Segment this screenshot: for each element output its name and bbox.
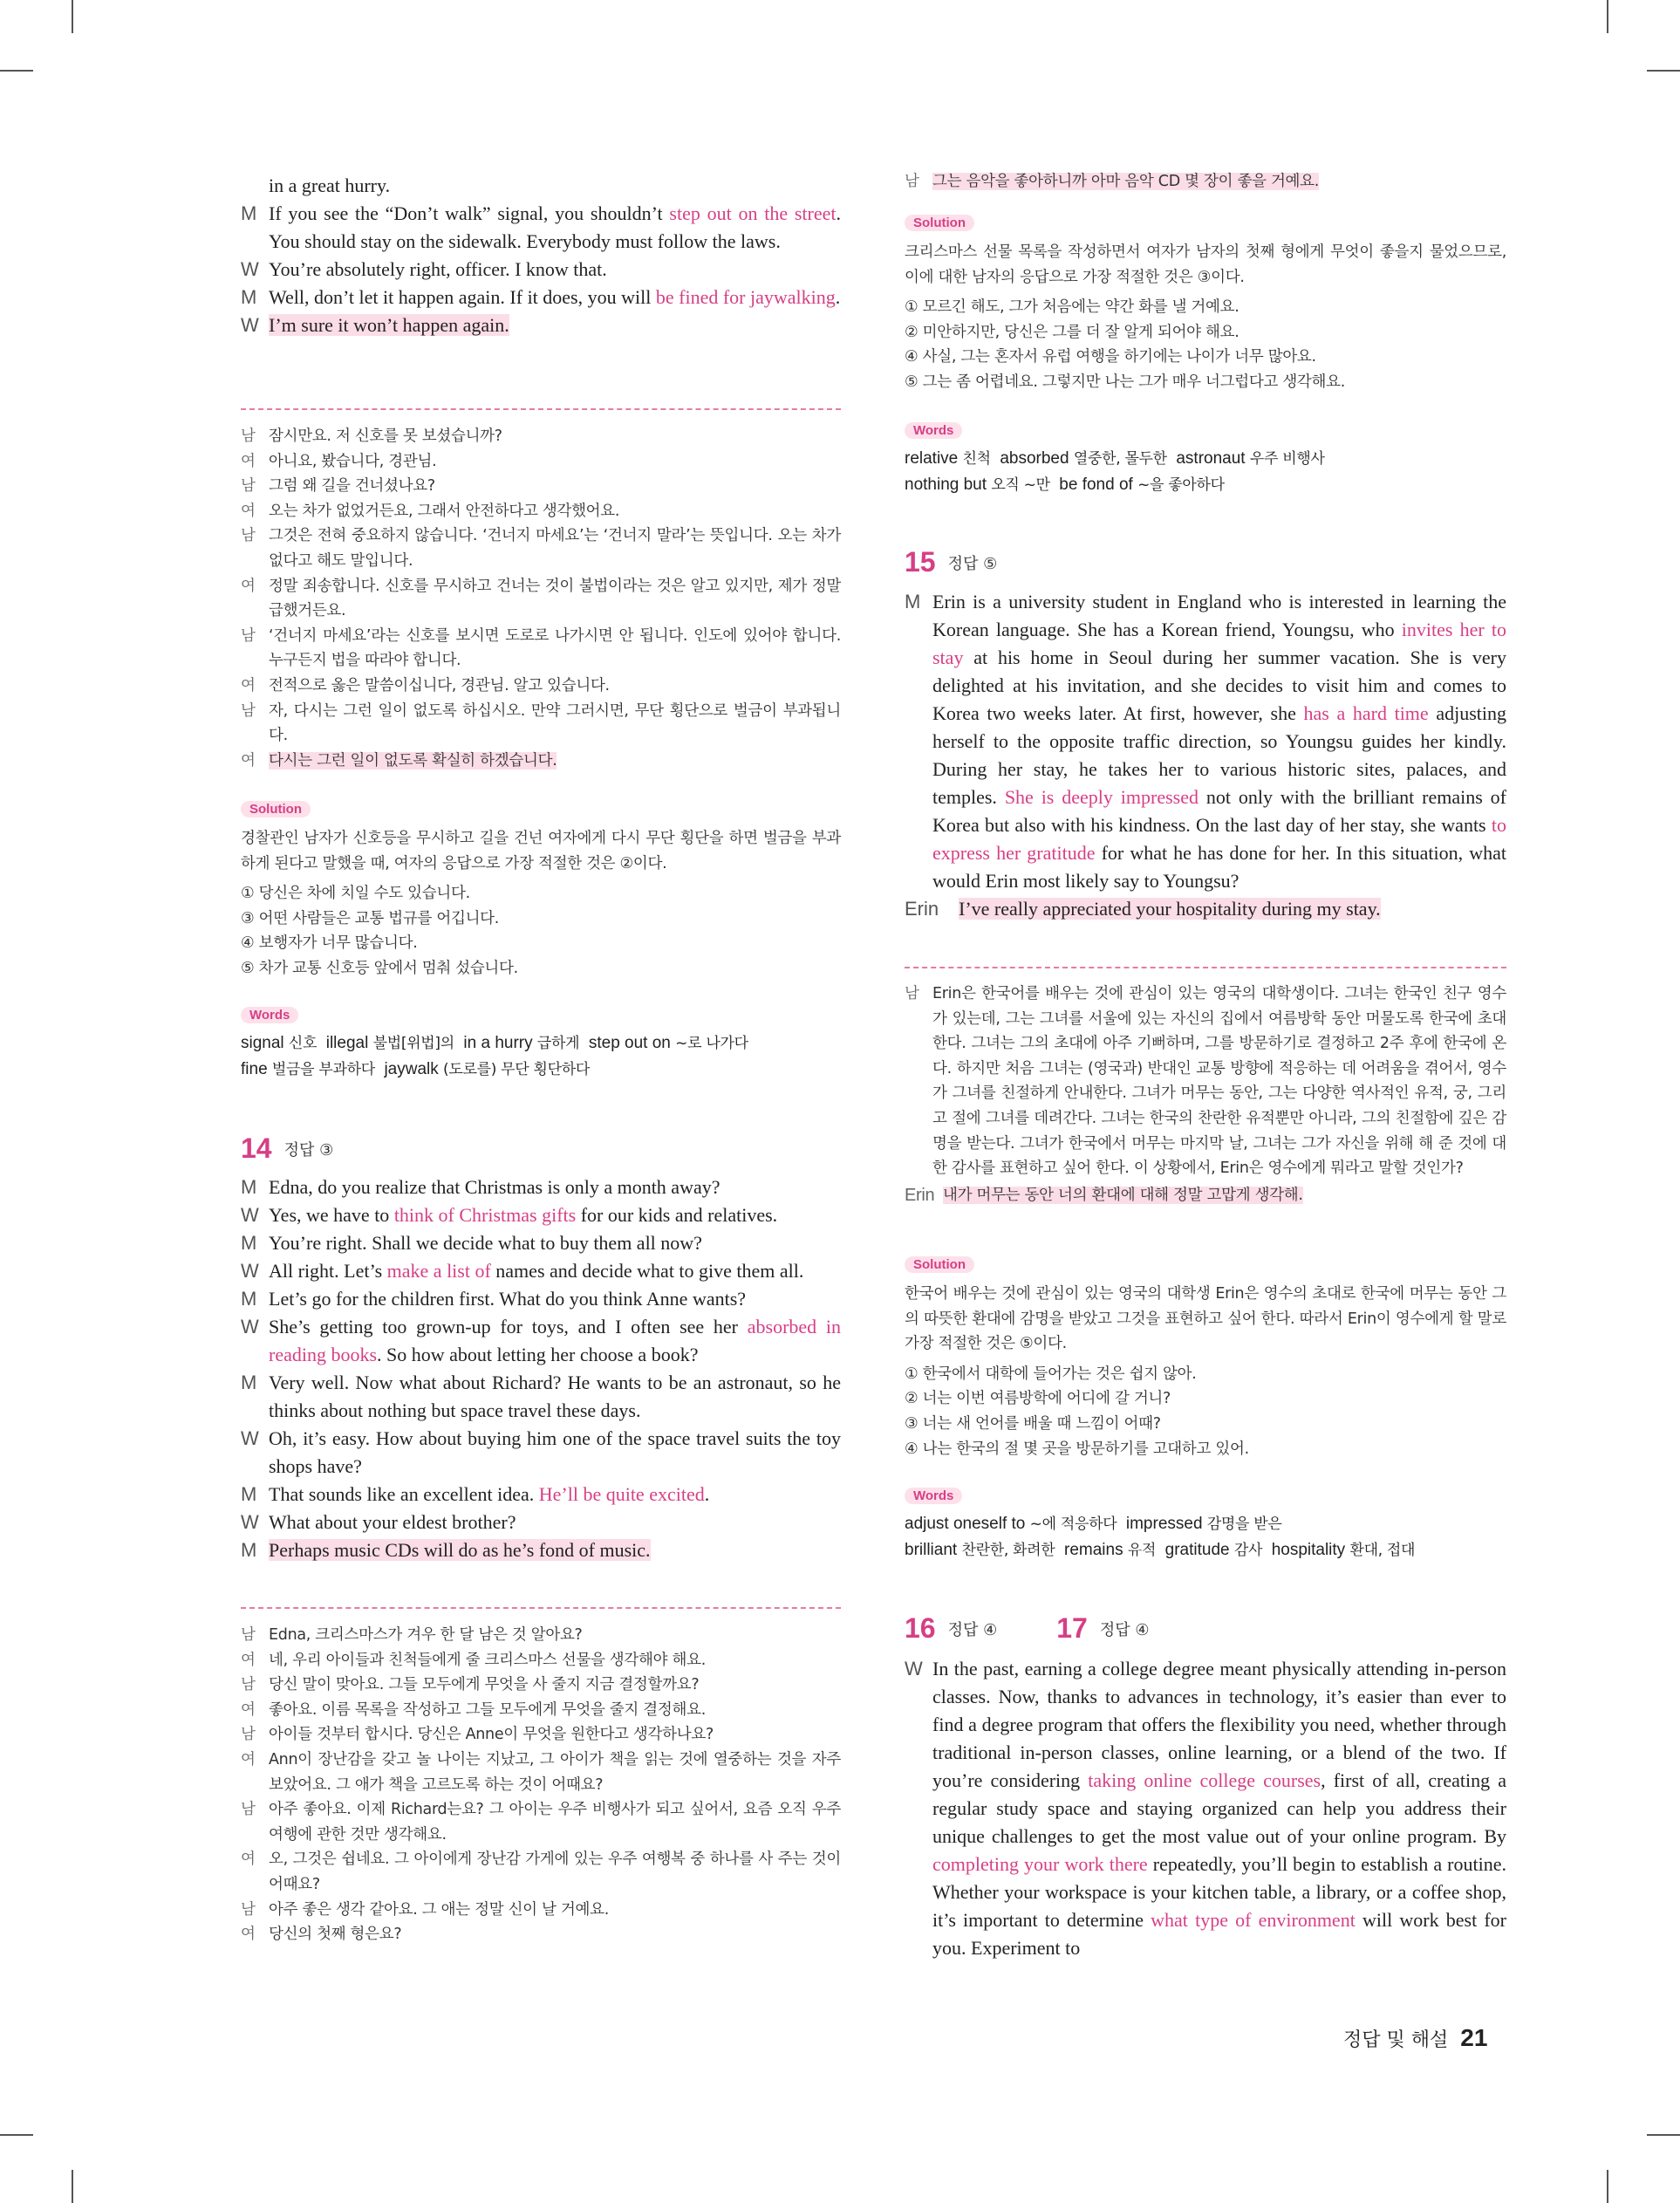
solution-option: ④ 사실, 그는 혼자서 유럽 여행을 하기에는 나이가 너무 많아요.	[905, 348, 1316, 366]
text-segment: 좋아요. 이름 목록을 작성하고 그들 모두에게 무엇을 줄지 결정해요.	[269, 1700, 706, 1719]
key-phrase: has a hard time	[1303, 702, 1429, 724]
crop-mark	[1647, 2134, 1680, 2136]
speaker-label: 여	[241, 1651, 256, 1669]
word-term: signal	[241, 1034, 289, 1052]
translation-line	[241, 449, 841, 475]
speaker-label: 남	[241, 1900, 256, 1919]
question-14-header	[241, 1132, 333, 1165]
word-term: relative	[905, 449, 963, 468]
text-segment: 아주 좋은 생각 같아요. 그 애는 정말 신이 날 거예요.	[269, 1900, 609, 1919]
dialogue-line	[241, 1369, 841, 1425]
words-list	[905, 446, 1506, 498]
page-number: 21	[1460, 2024, 1488, 2051]
word-meaning: 유적	[1127, 1542, 1157, 1559]
dialogue-q14	[241, 1173, 841, 1564]
text-segment: 네, 우리 아이들과 친척들에게 줄 크리스마스 선물을 생각해야 해요.	[269, 1651, 706, 1669]
highlighted-answer: Perhaps music CDs will do as he’s fond of music.	[269, 1539, 651, 1561]
solution-option: ② 너는 이번 여름방학에 어디에 갈 거니?	[905, 1390, 1171, 1408]
word-meaning: 감사	[1233, 1542, 1263, 1559]
text-segment: You’re absolutely right, officer. I know that.	[269, 258, 607, 280]
speaker-label: M	[241, 1483, 257, 1505]
speaker-label: W	[905, 1658, 923, 1680]
dialogue-line	[241, 1229, 841, 1257]
translation-line	[241, 1623, 841, 1648]
word-term: brilliant	[905, 1541, 962, 1559]
words-line	[905, 1511, 1506, 1537]
text-segment: 전적으로 옳은 말씀이십니다, 경관님. 알고 있습니다.	[269, 676, 610, 694]
text-segment: for what he has done for her. In this situation, what would Erin most likely say to Youngsu?	[932, 842, 1506, 892]
dialogue-line	[241, 172, 841, 200]
solution-option: ⑤ 차가 교통 신호등 앞에서 멈춰 섰습니다.	[241, 959, 518, 977]
text-segment: Edna, do you realize that Christmas is only a month away?	[269, 1176, 720, 1198]
text-segment: .	[704, 1483, 710, 1505]
speaker-label: M	[241, 1539, 257, 1561]
text-segment: What about your eldest brother?	[269, 1511, 516, 1533]
crop-mark	[72, 0, 73, 33]
solution-text: 크리스마스 선물 목록을 작성하면서 여자가 남자의 첫째 형에게 무엇이 좋을지 물었으므로, 이에 대한 남자의 응답으로 가장 적절한 것은 ③이다.	[905, 243, 1506, 286]
text-segment: , first of all, creating a regular study space and staying organized can help you address their unique challenges to get the most value out of your online program. By	[932, 1769, 1506, 1847]
dialogue-line	[241, 1536, 841, 1564]
speaker-label: W	[241, 258, 259, 280]
speaker-label: W	[241, 1511, 259, 1533]
crop-mark	[1607, 2170, 1608, 2203]
solution-badge: Solution	[905, 215, 974, 231]
word-meaning: (도로를) 무단 횡단하다	[443, 1061, 591, 1078]
word-meaning: 급하게	[536, 1035, 580, 1052]
speaker-label: 여	[241, 577, 256, 595]
words-badge: Words	[905, 422, 962, 439]
highlighted-answer: 다시는 그런 일이 없도록 확실히 하겠습니다.	[269, 751, 557, 770]
solution-option: ④ 보행자가 너무 많습니다.	[241, 934, 418, 953]
speaker-label: 남	[905, 985, 919, 1002]
dialogue-q13-end	[241, 172, 841, 339]
solution-option: ⑤ 그는 좀 어렵네요. 그렇지만 나는 그가 매우 너그럽다고 생각해요.	[905, 373, 1346, 391]
speaker-label: W	[241, 1316, 259, 1338]
text-segment: . So how about letting her choose a book?	[377, 1344, 699, 1365]
word-meaning: ~로 나가다	[675, 1035, 748, 1052]
text-segment: names and decide what to give them all.	[490, 1260, 804, 1282]
word-meaning: ~에 적응하다	[1029, 1515, 1117, 1533]
translation-line	[241, 624, 841, 674]
answer-line: I’ve really appreciated your hospitality during my stay.	[959, 898, 1381, 920]
word-term: jaywalk	[374, 1060, 444, 1078]
text-segment: 아주 좋아요. 이제 Richard는요? 그 아이는 우주 비행사가 되고 싶어서, 요즘 오직 우주 여행에 관한 것만 생각해요.	[269, 1801, 841, 1844]
speaker-label: 남	[241, 626, 256, 645]
text-segment: 잠시만요. 저 신호를 못 보셨습니까?	[269, 428, 502, 445]
answer-label: 정답 ③	[283, 1140, 334, 1160]
monologue-text	[932, 1658, 1506, 1959]
text-segment: Edna, 크리스마스가 겨우 한 달 남은 것 알아요?	[269, 1626, 583, 1644]
question-number: 17	[1056, 1612, 1088, 1644]
crop-mark	[1647, 70, 1680, 72]
text-segment: 그럼 왜 길을 건너셨나요?	[269, 477, 435, 496]
word-meaning: 친척	[962, 450, 991, 468]
translation-line	[241, 574, 841, 624]
crop-mark	[1607, 0, 1608, 33]
text-segment: Let’s go for the children first. What do you think Anne wants?	[269, 1288, 747, 1310]
speaker-label: 여	[241, 751, 256, 770]
solution-option: ③ 어떤 사람들은 교통 법규를 어깁니다.	[241, 909, 500, 927]
translation-line	[241, 1847, 841, 1897]
text-segment: adjusting herself to the opposite traffic direction, so Youngsu guides her kindly. During her stay, he takes her to various historic sites, palaces, and temples.	[932, 702, 1506, 808]
text-segment: repeatedly, you’ll begin to establish a routine. Whether your workspace is your kitchen table, a library, or a coffee shop, it’s important to determine	[932, 1853, 1506, 1931]
word-term: gratitude	[1156, 1541, 1234, 1559]
dialogue-line	[241, 1201, 841, 1229]
speaker-label: W	[241, 1427, 259, 1449]
translation-line	[241, 1673, 841, 1698]
speaker-label: W	[241, 1204, 259, 1226]
word-term: illegal	[317, 1034, 373, 1052]
translation-line	[241, 1797, 841, 1847]
solution-options	[905, 295, 1506, 394]
key-phrase: think of Christmas gifts	[393, 1204, 577, 1226]
solution-q13	[241, 801, 841, 982]
text-segment: 당신 말이 맞아요. 그들 모두에게 무엇을 사 줄지 지금 결정할까요?	[269, 1676, 700, 1694]
speaker-label: Erin	[905, 898, 939, 920]
monologue-q16	[905, 1655, 1506, 1962]
solution-option: ① 한국에서 대학에 들어가는 것은 쉽지 않아.	[905, 1365, 1197, 1383]
translation-answer: 내가 머무는 동안 너의 환대에 대해 정말 고맙게 생각해.	[943, 1186, 1303, 1204]
word-meaning: 불법[위법]의	[372, 1035, 454, 1052]
translation-line	[905, 169, 1506, 195]
dialogue-line	[241, 1173, 841, 1201]
speaker-label: M	[241, 202, 257, 224]
text-segment: .	[835, 286, 841, 308]
word-meaning: 환대, 접대	[1349, 1542, 1416, 1559]
word-term: adjust oneself to	[905, 1515, 1030, 1533]
translation-q13	[241, 424, 841, 773]
text-segment: will work best for you. Experiment to	[932, 1909, 1506, 1959]
speaker-label: 남	[241, 428, 256, 445]
key-phrase: taking online college courses	[1088, 1769, 1321, 1791]
key-phrase: to express her gratitude	[932, 814, 1506, 864]
speaker-label: M	[241, 1372, 257, 1393]
text-segment: In the past, earning a college degree meant physically attending in-person classes. Now, thanks to advances in technology, it’s easier than ever to find a degree program that offers the flexibility you need, whether through traditional in-person classes, online learning, or a blend of the two. If you’re considering	[932, 1658, 1506, 1791]
word-term: nothing but	[905, 475, 992, 494]
question-15-header	[905, 546, 997, 578]
words-q13	[241, 1007, 841, 1083]
words-badge: Words	[241, 1007, 298, 1023]
translation-line	[241, 1922, 841, 1947]
translation-line	[241, 674, 841, 699]
words-line	[241, 1030, 841, 1057]
key-phrase: make a list of	[386, 1260, 491, 1282]
word-meaning: 벌금을 부과하다	[271, 1061, 375, 1078]
crop-mark	[0, 2134, 33, 2136]
question-16-17-header	[905, 1612, 1149, 1645]
solution-text: 한국어 배우는 것에 관심이 있는 영국의 대학생 Erin은 영수의 초대로 한국에 머무는 동안 그의 따뜻한 환대에 감명을 받았고 그것을 표현하고 싶어 한다. 따라서 Erin이 영수에게 할 말로 가장 적절한 것은 ⑤이다.	[905, 1285, 1506, 1353]
answer-label: 정답 ④	[947, 1620, 998, 1639]
speaker-label: 남	[905, 173, 919, 190]
speaker-label: 여	[241, 452, 256, 470]
translation-line	[241, 474, 841, 499]
text-segment: Yes, we have to	[269, 1204, 394, 1226]
text-segment: at his home in Seoul during her summer vacation. She is very delighted at his invitation, and she decides to visit him and comes to Korea two weeks later. At first, however, she	[932, 647, 1506, 724]
speaker-label: Erin	[905, 1185, 935, 1205]
speaker-label: 여	[241, 1700, 256, 1719]
key-phrase: He’ll be quite excited	[538, 1483, 705, 1505]
speaker-label: 남	[241, 1676, 256, 1694]
solution-text: 경찰관인 남자가 신호등을 무시하고 길을 건넌 여자에게 다시 무단 횡단을 하면 벌금을 부과하게 된다고 말했을 때, 여자의 응답으로 가장 적절한 것은 ②이다.	[241, 830, 841, 872]
dialogue-line	[241, 1313, 841, 1369]
speaker-label: 남	[241, 701, 256, 720]
answer-label: 정답 ⑤	[947, 554, 998, 573]
word-term: step out on	[579, 1034, 676, 1052]
translation-line	[241, 1898, 841, 1923]
words-q14	[905, 422, 1506, 498]
text-segment: ‘건너지 마세요’라는 신호를 보시면 도로로 나가시면 안 됩니다. 인도에 있어야 합니다. 누구든지 법을 따라야 합니다.	[269, 626, 841, 670]
speaker-label: 남	[241, 527, 256, 545]
divider	[905, 967, 1506, 968]
speaker-label: 여	[241, 676, 256, 694]
words-line	[905, 1537, 1506, 1563]
speaker-label: 남	[241, 1726, 256, 1744]
text-segment: That sounds like an excellent idea.	[269, 1483, 539, 1505]
solution-options	[241, 881, 841, 981]
dialogue-line	[241, 1285, 841, 1313]
dialogue-line	[241, 1509, 841, 1536]
word-meaning: 열중한, 몰두한	[1073, 450, 1167, 468]
word-meaning: 신호	[288, 1035, 318, 1052]
text-segment: She’s getting too grown-up for toys, and I often see her	[269, 1316, 748, 1338]
speaker-label: 남	[241, 1801, 256, 1819]
solution-option: ① 모르긴 해도, 그가 처음에는 약간 화를 낼 거예요.	[905, 298, 1240, 317]
text-segment: not only with the brilliant remains of Korea but also with his kindness. On the last day of her stay, she wants	[932, 786, 1506, 836]
footer-title: 정답 및 해설	[1343, 2029, 1449, 2051]
solution-q15	[905, 1256, 1506, 1461]
word-meaning: 찬란한, 화려한	[961, 1542, 1055, 1559]
speaker-label: W	[241, 314, 259, 336]
speaker-label: M	[241, 1176, 257, 1198]
speaker-label: 남	[241, 477, 256, 496]
word-meaning: ~을 좋아하다	[1137, 476, 1225, 494]
translation-line	[241, 1698, 841, 1723]
speaker-label: W	[241, 1260, 259, 1282]
question-number: 15	[905, 546, 936, 578]
key-phrase: step out on the street	[669, 202, 837, 224]
translation-line	[241, 699, 841, 749]
solution-q14	[905, 215, 1506, 395]
dialogue-line	[241, 311, 841, 339]
solution-badge: Solution	[905, 1256, 974, 1273]
dialogue-line	[241, 1257, 841, 1285]
text-segment: 자, 다시는 그런 일이 없도록 하십시오. 만약 그러시면, 무단 횡단으로 벌금이 부과됩니다.	[269, 701, 841, 745]
translation-line	[241, 523, 841, 573]
dialogue-line	[241, 256, 841, 284]
solution-option: ② 미안하지만, 당신은 그를 더 잘 알게 되어야 해요.	[905, 323, 1240, 341]
text-segment: 그것은 전혀 중요하지 않습니다. ‘건너지 마세요’는 ‘건너지 말라’는 뜻입니다. 오는 차가 없다고 해도 말입니다.	[269, 527, 841, 570]
speaker-label: M	[905, 591, 921, 612]
words-line	[905, 472, 1506, 498]
key-phrase: She is deeply impressed	[1004, 786, 1199, 808]
translation-q15	[905, 982, 1506, 1208]
solution-options	[905, 1362, 1506, 1461]
words-list	[241, 1030, 841, 1083]
key-phrase: completing your work there	[932, 1853, 1148, 1875]
word-term: hospitality	[1262, 1541, 1350, 1559]
divider	[241, 1607, 841, 1609]
dialogue-line	[241, 284, 841, 311]
words-line	[905, 446, 1506, 472]
translation-line	[241, 749, 841, 774]
words-list	[905, 1511, 1506, 1563]
text-segment: in a great hurry.	[269, 174, 391, 196]
speaker-label: 여	[241, 1851, 256, 1869]
speaker-label: M	[241, 286, 257, 308]
text-segment: Very well. Now what about Richard? He wants to be an astronaut, so he thinks about nothing but space travel these days.	[269, 1372, 841, 1421]
text-segment: Oh, it’s easy. How about buying him one of the space travel suits the toy shops have?	[269, 1427, 841, 1477]
text-segment: 아이들 것부터 합시다. 당신은 Anne이 무엇을 원한다고 생각하나요?	[269, 1726, 714, 1744]
word-term: astronaut	[1166, 449, 1250, 468]
speaker-label: 여	[241, 502, 256, 520]
translation-line	[241, 1748, 841, 1797]
key-phrase: what type of environment	[1151, 1909, 1356, 1931]
word-term: remains	[1055, 1541, 1128, 1559]
divider	[241, 408, 841, 410]
page-footer	[1343, 2024, 1487, 2052]
text-segment: 오는 차가 없었거든요, 그래서 안전하다고 생각했어요.	[269, 502, 620, 520]
question-number: 16	[905, 1612, 936, 1644]
translation-line	[241, 499, 841, 524]
answer-label: 정답 ④	[1099, 1620, 1150, 1639]
words-badge: Words	[905, 1488, 962, 1504]
dialogue-line	[241, 1425, 841, 1481]
word-term: impressed	[1117, 1515, 1207, 1533]
speaker-label: 여	[241, 1750, 256, 1769]
words-line	[241, 1057, 841, 1083]
text-segment: 오, 그것은 쉽네요. 그 아이에게 장난감 가게에 있는 우주 여행복 중 하나를 사 주는 것이 어때요?	[269, 1851, 841, 1893]
text-segment: 아니요, 봤습니다, 경관님.	[269, 452, 437, 470]
word-term: fine	[241, 1060, 272, 1078]
text-segment: for our kids and relatives.	[576, 1204, 778, 1226]
text-segment: 정말 죄송합니다. 신호를 무시하고 건너는 것이 불법이라는 것은 알고 있지만, 제가 정말 급했거든요.	[269, 577, 841, 620]
word-meaning: 감명을 받은	[1206, 1515, 1282, 1533]
monologue-text	[932, 591, 1506, 892]
key-phrase: absorbed in reading books	[269, 1316, 842, 1365]
solution-badge: Solution	[241, 801, 311, 818]
word-meaning: 오직 ~만	[991, 476, 1050, 494]
translation-q14	[241, 1623, 841, 1947]
word-term: in a hurry	[454, 1034, 537, 1052]
translation-line	[241, 1648, 841, 1673]
dialogue-line	[241, 1481, 841, 1509]
solution-option: ④ 나는 한국의 절 몇 곳을 방문하기를 고대하고 있어.	[905, 1440, 1249, 1458]
translation-q14-last	[905, 169, 1506, 195]
text-segment: . You should stay on the sidewalk. Everybody must follow the laws.	[269, 202, 841, 252]
crop-mark	[72, 2170, 73, 2203]
text-segment: 당신의 첫째 형은요?	[269, 1926, 402, 1944]
highlighted-answer: 그는 음악을 좋아하니까 아마 음악 CD 몇 장이 좋을 거예요.	[932, 173, 1320, 190]
question-number: 14	[241, 1132, 272, 1164]
word-term: be fond of	[1049, 475, 1138, 494]
speaker-label: 여	[241, 1926, 256, 1944]
highlighted-answer: I’m sure it won’t happen again.	[269, 314, 509, 336]
crop-mark	[0, 70, 33, 72]
speaker-label: M	[241, 1288, 257, 1310]
solution-option: ③ 너는 새 언어를 배울 때 느낌이 어때?	[905, 1414, 1161, 1433]
text-segment: All right. Let’s	[269, 1260, 387, 1282]
text-segment: Well, don’t let it happen again. If it does, you will	[269, 286, 656, 308]
word-term: absorbed	[990, 449, 1074, 468]
text-segment: You’re right. Shall we decide what to buy them all now?	[269, 1232, 702, 1254]
translation-line	[241, 1722, 841, 1748]
text-segment: If you see the “Don’t walk” signal, you shouldn’t	[269, 202, 670, 224]
words-q15	[905, 1488, 1506, 1563]
dialogue-line	[241, 200, 841, 256]
monologue-q15	[905, 588, 1506, 923]
solution-option: ① 당신은 차에 치일 수도 있습니다.	[241, 885, 470, 903]
speaker-label: M	[241, 1232, 257, 1254]
text-segment: Ann이 장난감을 갖고 놀 나이는 지났고, 그 아이가 책을 읽는 것에 열중하는 것을 자주 보았어요. 그 애가 책을 고르도록 하는 것이 어때요?	[269, 1750, 841, 1794]
word-meaning: 우주 비행사	[1249, 450, 1325, 468]
translation-line	[241, 424, 841, 449]
speaker-label: 남	[241, 1626, 256, 1644]
text-segment: Erin is a university student in England who is interested in learning the Korean language. She has a Korean friend, Youngsu, who	[932, 591, 1506, 640]
key-phrase: be fined for jaywalking	[655, 286, 836, 308]
key-phrase: invites her to stay	[932, 619, 1506, 668]
translation-text: Erin은 한국어를 배우는 것에 관심이 있는 영국의 대학생이다. 그녀는 한국인 친구 영수가 있는데, 그는 그녀를 서울에 있는 자신의 집에서 여름방학 동안 머물도록 한국에 초대한다. 그녀는 그의 초대에 아주 기뻐하며, 그를 방문하기로 결정하고 2주 후에 한국에 온다. 하지만 처음 그녀는 (영국과) 반대인 교통 방향에 적응하는 데 어려움을 겪어서, 영수가 그녀를 친절하게 안내한다. 그녀가 머무는 동안, 그는 다양한 역사적인 유적, 궁, 그리고 절에 그녀를 데려간다. 그녀는 한국의 찬란한 유적뿐만 아니라, 그의 친절함에 깊은 감명을 받는다. 그녀가 한국에서 머무는 마지막 날, 그녀는 그가 자신을 위해 해 준 것에 대한 감사를 표현하고 싶어 한다. 이 상황에서, Erin은 영수에게 뭐라고 말할 것인가?	[932, 985, 1506, 1178]
